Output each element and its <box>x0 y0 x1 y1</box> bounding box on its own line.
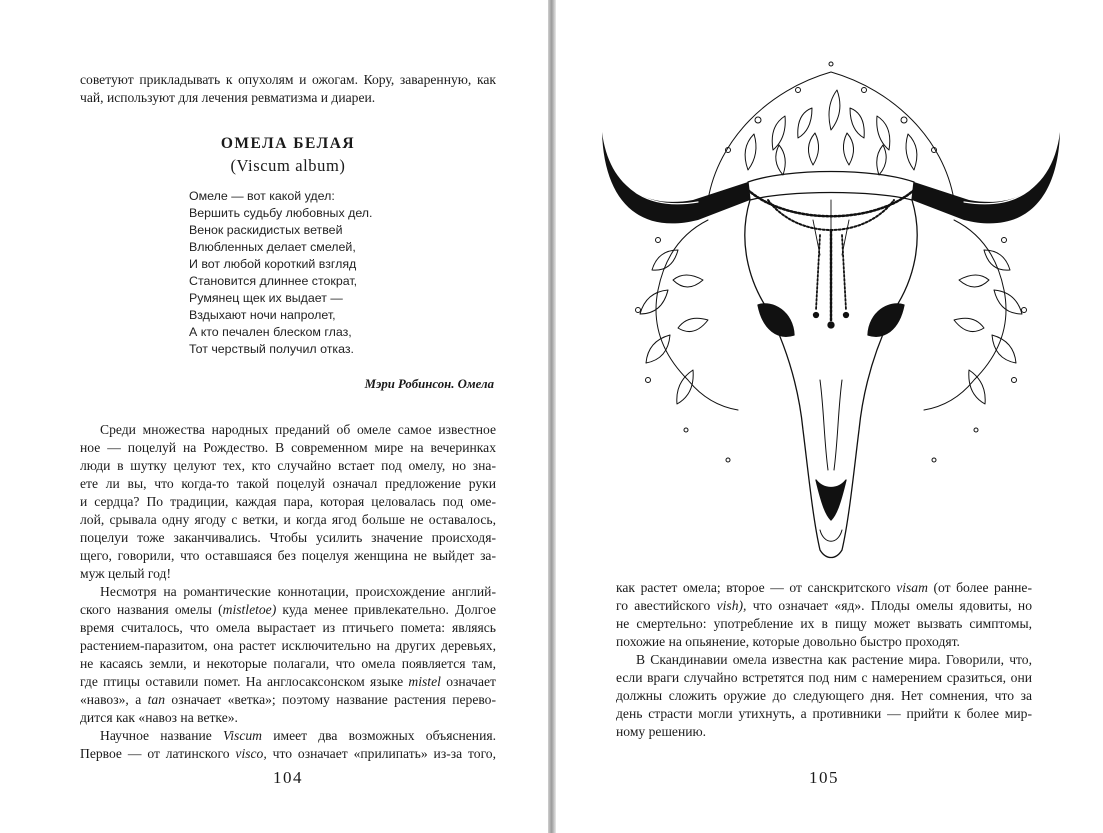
poem-attribution: Мэри Робинсон. Омела <box>364 377 494 391</box>
body-line: Научное название Viscum имеет два возможных объяснения. <box>100 728 496 743</box>
body-line: не касаясь земли, и некоторые полагали, что омела появляется там, <box>80 656 496 671</box>
body-line: муж целый год! <box>80 566 171 581</box>
body-line: как растет омела; второе — от санскритского visam (от более ранне- <box>616 580 1032 595</box>
poem-line: Румянец щек их выдает — <box>189 291 343 305</box>
poem-line: Омеле — вот какой удел: <box>189 189 335 203</box>
poem-line: Венок раскидистых ветвей <box>189 223 343 237</box>
poem-line: А кто печален блеском глаз, <box>189 325 352 339</box>
poem-line: И вот любой короткий взгляд <box>189 257 357 271</box>
poem-line: Вздыхают ночи напролет, <box>189 308 336 322</box>
body-line: ному решению. <box>616 724 707 739</box>
body-line: дится как «навоз на ветке». <box>80 710 238 725</box>
right-page <box>556 0 1103 833</box>
body-line: Несмотря на романтические коннотации, происхождение англий- <box>100 584 496 599</box>
section-heading: ОМЕЛА БЕЛАЯ <box>220 135 356 152</box>
body-line: должны сложить оружие до следующего дня. Нет сомнения, что за <box>616 688 1032 703</box>
body-line: день страсти могли утихнуть, а противники — прийти к более мир- <box>616 706 1032 721</box>
body-line: похожие на опьянение, которые довольно быстро проходят. <box>616 634 960 649</box>
body-line: где птицы оставили помет. На англосаксонском языке mistel означает <box>80 674 496 689</box>
body-line: растением-паразитом, она растет исключительно на других деревьях, <box>80 638 496 653</box>
body-line: ное — поцелуй на Рождество. В современном мире на вечеринках <box>80 440 496 455</box>
body-line: не смертельно: употребление их в пищу может вызвать симптомы, <box>616 616 1032 631</box>
body-line: Первое — от латинского visco, что означает «прилипать» из-за того, <box>80 746 497 761</box>
body-line: «навоз», а tan означает «ветка»; поэтому название растения перево- <box>80 692 497 707</box>
intro-line-2: чай, используют для лечения ревматизма и диареи. <box>80 90 376 105</box>
poem-line: Тот черствый получил отказ. <box>189 342 354 356</box>
intro-line-1: советуют прикладывать к опухолям и ожогам. Кору, заваренную, как <box>80 72 496 87</box>
body-line: люди в шутку целуют тех, кто случайно встает под омелу, но зна- <box>80 458 496 473</box>
page-number: 104 <box>273 768 303 787</box>
body-line: если враги случайно встретятся под ним с намерением сразиться, они <box>616 670 1032 685</box>
poem-line: Становится длиннее стократ, <box>189 274 358 288</box>
body-line: В Скандинавии омела известна как растение мира. Говорили, что, <box>636 652 1032 667</box>
body-line: поцелуи тоже заканчивались. Чтобы усилить значение происходя- <box>80 530 496 545</box>
section-subheading: (Viscum album) <box>230 156 346 175</box>
body-line: ского названия омелы (mistletoe) куда менее привлекательно. Долгое <box>80 602 496 617</box>
body-line: ете ли вы, что когда-то такой поцелуй означал предложение руки <box>80 476 496 491</box>
poem-line: Вершить судьбу любовных дел. <box>189 206 373 220</box>
body-line: го авестийского vish), что означает «яд». Плоды омелы ядовиты, но <box>616 598 1032 613</box>
book-gutter <box>548 0 556 833</box>
body-line: лой, срывала одну ягоду с ветки, и когда ягод больше не оставалось, <box>80 512 496 527</box>
left-page <box>0 0 548 833</box>
body-line: щего, говорили, что оставшаяся без поцелуя женщина не выйдет за- <box>80 548 496 563</box>
body-line: и сердца? По традиции, каждая пара, которая целовалась под оме- <box>80 494 496 509</box>
page-number: 105 <box>809 768 839 787</box>
poem-line: Влюбленных делает смелей, <box>189 240 356 254</box>
bull-skull-illustration <box>598 50 1064 572</box>
body-line: Среди множества народных преданий об омеле самое известное <box>100 422 496 437</box>
body-line: время считалось, что омела вырастает из птичьего помета: являясь <box>80 620 496 635</box>
